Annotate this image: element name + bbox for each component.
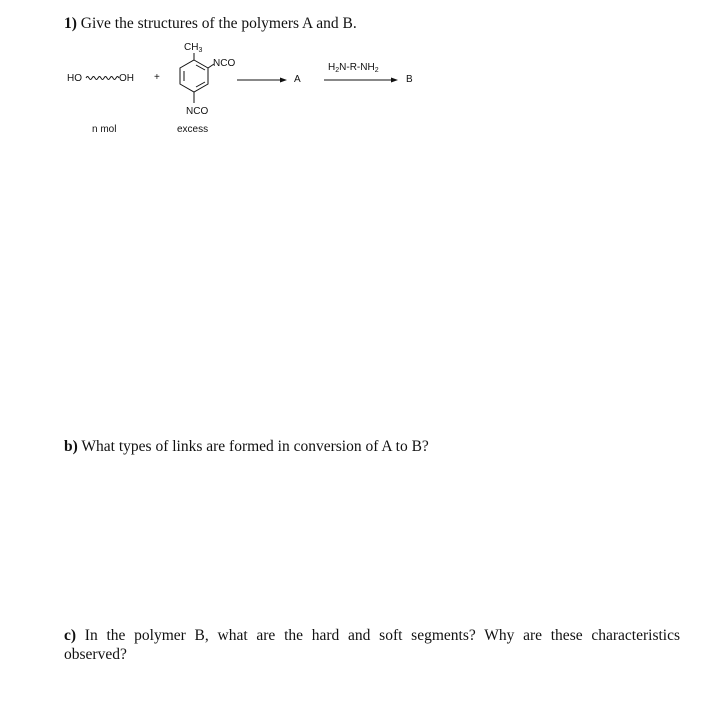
methyl-label: $CH_3$ — [184, 42, 203, 54]
nco-top-label: NCO — [213, 58, 236, 69]
question-c — [64, 626, 680, 664]
question-b-label: b) — [64, 438, 78, 455]
polymer-chain-wavy — [86, 77, 119, 80]
diamine-reagent-label: $H_2N-R-NH_2$ — [328, 62, 379, 74]
product-a-label: A — [294, 74, 301, 85]
question-c-label: c) — [64, 627, 77, 644]
excess-label: excess — [177, 124, 209, 135]
question-b-text: What types of links are formed in conversion of A to B? — [81, 438, 429, 455]
question-c-line2: observed? — [64, 646, 127, 663]
product-b-label: B — [406, 74, 413, 85]
diol-oh-label: OH — [119, 73, 134, 84]
question-1-number: 1) — [64, 15, 77, 32]
arrowhead-1 — [280, 78, 287, 83]
diol-amount-label: n mol — [92, 124, 117, 135]
arrowhead-2 — [391, 78, 398, 83]
question-1-text: Give the structures of the polymers A and B. — [80, 15, 357, 32]
plus-sign: + — [154, 72, 160, 83]
question-b — [64, 437, 429, 456]
question-c-line1: In the polymer B, what are the hard and soft segments? Why are these characteristics — [84, 627, 680, 644]
diol-ho-label: HO — [67, 73, 82, 84]
nco-bottom-label: NCO — [186, 106, 209, 117]
